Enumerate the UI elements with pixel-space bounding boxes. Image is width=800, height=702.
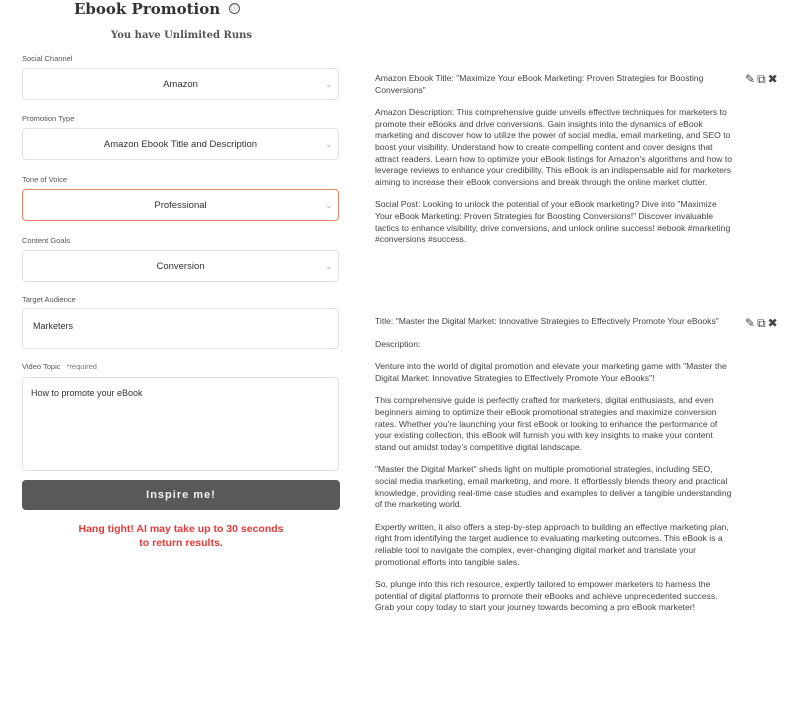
tone-select[interactable] (22, 189, 339, 221)
chevron-down-icon: ⌄ (325, 80, 332, 89)
social-channel-select[interactable] (22, 68, 339, 100)
goals-value: Conversion (156, 261, 205, 272)
page-title: Ebook Promotion (74, 0, 221, 18)
topic-label (22, 362, 97, 371)
result-card-1 (375, 73, 735, 257)
result-paragraph: Title: "Master the Digital Market: Innovative Strategies to Effectively Promote Your eBooks" (375, 316, 719, 326)
audience-input[interactable] (22, 308, 339, 349)
tone-label: Tone of Voice (22, 175, 68, 184)
result-paragraph: Social Post: Looking to unlock the potential of your eBook marketing? Dive into "Maximize Your eBook Marketing: Proven Strategies for Boosting Conversions!" Discover invaluable tactics to enhance visibility, drive conversions, and unlock online success! #ebook #marketing #conversions #success. (375, 199, 731, 245)
result-paragraph: So, plunge into this rich resource, expertly tailored to empower marketers to harness the potential of digital platforms to promote their eBooks and achieve unprecedented success. Grab your copy today to start your journey towards becoming a pro eBook marketer! (375, 579, 718, 613)
result-paragraph: Amazon Description: This comprehensive guide unveils effective techniques for marketers to promote their eBooks and drive conversions. Gain insights into the dynamics of eBook marketing and discover how to utilize the power of social media, email marketing, and SEO to boost your visibility. Understand how to create compelling content and cover designs that attract readers. Learn how to optimize your eBook listings for Amazon's algorithms and how to leverage reviews to enhance your credibility. This eBook is an indispensable aid for marketers aiming to increase their eBook conversions and break through the online market clutter. (375, 107, 733, 187)
edit-icon[interactable]: ✎ (745, 316, 758, 330)
result-paragraph: "Master the Digital Market" sheds light on multiple promotional strategies, including SEO, social media marketing, email marketing, and more. It effortlessly blends theory and practical knowledge, providing real-time case studies and examples to deliver a tangible understanding of the marketing world. (375, 464, 732, 510)
runs-text: You have Unlimited Runs (110, 30, 252, 41)
required-note: *required (66, 362, 97, 371)
result-paragraph: Description: (375, 338, 421, 349)
chevron-down-icon: ⌄ (325, 201, 332, 210)
info-icon[interactable]: ⓘ (231, 4, 238, 12)
warning-line-1: Hang tight! AI may take up to 30 seconds (78, 523, 284, 535)
result-paragraph: Amazon Ebook Title: "Maximize Your eBook Marketing: Proven Strategies for Boosting Conversions" (375, 73, 704, 95)
promotion-type-label: Promotion Type (22, 114, 75, 123)
promotion-type-value: Amazon Ebook Title and Description (103, 139, 258, 150)
warning-line-2: to return results. (139, 537, 223, 549)
social-channel-value: Amazon (163, 79, 198, 90)
result-2-actions (745, 316, 780, 331)
chevron-down-icon: ⌄ (325, 262, 332, 271)
wait-warning (22, 522, 340, 550)
result-1-actions (745, 72, 780, 87)
chevron-down-icon: ⌄ (325, 140, 332, 149)
edit-icon[interactable]: ✎ (745, 72, 758, 86)
result-card-2 (375, 316, 735, 625)
copy-icon[interactable]: ⧉ (757, 316, 768, 330)
close-icon[interactable]: ✖ (767, 72, 780, 86)
result-paragraph: Expertly written, it also offers a step-by-step approach to building an effective marketing plan, right from identifying the target audience to evaluating marketing outcomes. This eBook is a reliable tool to navigate the complex, ever-changing digital market and translate your promotional efforts into tangible sales. (375, 521, 729, 567)
audience-value: Marketers (33, 321, 74, 331)
close-icon[interactable]: ✖ (767, 316, 780, 330)
topic-textarea[interactable] (22, 377, 339, 471)
goals-label: Content Goals (22, 236, 70, 245)
topic-value: How to promote your eBook (31, 388, 143, 398)
audience-label: Target Audience (22, 295, 76, 304)
topic-label-text: Video Topic (22, 362, 61, 371)
copy-icon[interactable]: ⧉ (757, 72, 768, 86)
result-paragraph: This comprehensive guide is perfectly crafted for marketers, digital enthusiasts, and even beginners aiming to optimize their eBook promotional strategies and maximize conversion rates. Whether you're launching your first eBook or looking to enhance the performance of your existing collection, this eBook will furnish you with key insights to make your content stand out amidst today's competitive digital landscape. (375, 395, 718, 452)
inspire-button[interactable]: Inspire me! (22, 480, 340, 510)
promotion-type-select[interactable] (22, 128, 339, 160)
tone-value: Professional (154, 200, 207, 211)
social-channel-label: Social Channel (22, 54, 73, 63)
result-paragraph: Venture into the world of digital promotion and elevate your marketing game with "Master the Digital Market: Innovative Strategies to Effectively Promote Your eBooks"! (375, 361, 727, 383)
goals-select[interactable] (22, 250, 339, 282)
